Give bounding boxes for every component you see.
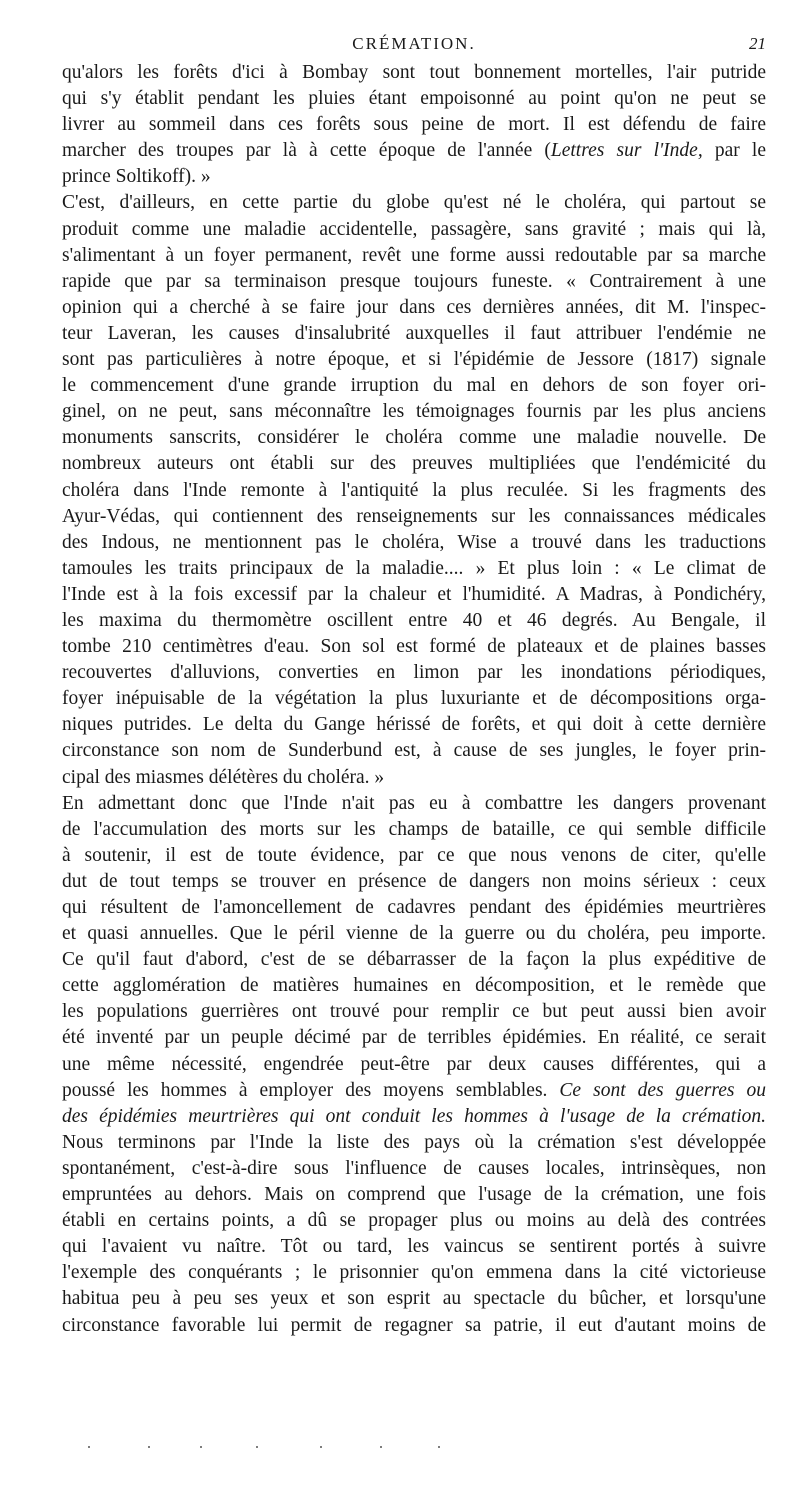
text-line: recouvertes d'alluvions, converties en limon par les inondations périodiques, — [62, 662, 766, 684]
emphasis-line: des épidémies meurtrières qui ont conduit les hommes à l'usage de la crémation. — [62, 1105, 766, 1127]
text-line: été inventé par un peuple décimé par de terribles épidémies. En réalité, ce serait — [62, 1027, 766, 1049]
text-line: dut de tout temps se trouver en présence de dangers non moins sérieux : ceux — [62, 870, 766, 892]
body-text — [62, 60, 766, 1339]
text-fragment: marcher des troupes par là à cette époque de l'année ( — [62, 140, 551, 162]
text-line: s'alimentant à un foyer permanent, revêt une forme aussi redoutable par sa marche — [62, 244, 766, 266]
speck — [320, 1446, 322, 1448]
scan-specks — [88, 1446, 448, 1452]
text-line: qui l'avaient vu naître. Tôt ou tard, les vaincus se sentirent portés à suivre — [62, 1236, 766, 1258]
text-line: Ayur-Védas, qui contiennent des renseignements sur les connaissances médicales — [62, 505, 766, 527]
text-line: nombreux auteurs ont établi sur des preuves multipliées que l'endémicité du — [62, 453, 766, 475]
speck — [148, 1446, 150, 1448]
text-line: circonstance son nom de Sunderbund est, à cause de ses jungles, le foyer prin- — [62, 740, 766, 762]
text-line: spontanément, c'est-à-dire sous l'influence de causes locales, intrinsèques, non — [62, 1157, 766, 1179]
speck — [200, 1446, 202, 1448]
text-line: empruntées au dehors. Mais on comprend que l'usage de la crémation, une fois — [62, 1184, 766, 1206]
text-line: produit comme une maladie accidentelle, passagère, sans gravité ; mais qui là, — [62, 218, 766, 240]
text-line: Ce qu'il faut d'abord, c'est de se débarrasser de la façon la plus expéditive de — [62, 949, 766, 971]
text-line: opinion qui a cherché à se faire jour dans ces dernières années, dit M. l'inspec- — [62, 296, 766, 318]
paragraph-start: C'est, d'ailleurs, en cette partie du globe qu'est né le choléra, qui partout se — [62, 192, 766, 214]
emphasis-text: Ce sont des guerres ou — [559, 1079, 766, 1101]
text-line-emphasis — [62, 1078, 766, 1104]
text-line: établi en certains points, a dû se propager plus ou moins au delà des contrées — [62, 1210, 766, 1232]
text-line: le commencement d'une grande irruption du mal en dehors de son foyer ori- — [62, 375, 766, 397]
text-line: tamoules les traits principaux de la maladie.... » Et plus loin : « Le climat de — [62, 557, 766, 579]
text-line: prince Soltikoff). » — [62, 166, 211, 188]
text-line: circonstance favorable lui permit de regagner sa patrie, il eut d'autant moins de — [62, 1314, 766, 1336]
speck — [88, 1446, 90, 1448]
text-line: monuments sanscrits, considérer le choléra comme une maladie nouvelle. De — [62, 427, 766, 449]
text-line: de l'accumulation des morts sur les champs de bataille, ce qui semble difficile — [62, 818, 766, 840]
text-line: cipal des miasmes délétères du choléra. » — [62, 766, 385, 788]
text-fragment: poussé les hommes à employer des moyens semblables. — [62, 1079, 560, 1101]
text-line: ginel, on ne peut, sans méconnaître les témoignages fournis par les plus anciens — [62, 401, 766, 423]
page-number: 21 — [749, 34, 766, 53]
text-line: rapide que par sa terminaison presque toujours funeste. « Contrairement à une — [62, 270, 766, 292]
text-line: des Indous, ne mentionnent pas le choléra, Wise a trouvé dans les traductions — [62, 531, 766, 553]
paragraph-start: Nous terminons par l'Inde la liste des pays où la crémation s'est développée — [62, 1131, 766, 1153]
citation-title: Lettres sur l'Inde, — [550, 140, 703, 162]
text-fragment: par le — [702, 140, 766, 162]
text-line: cette agglomération de matières humaines en décomposition, et le remède que — [62, 975, 766, 997]
text-line: qui s'y établit pendant les pluies étant empoisonné au point qu'on ne peut se — [62, 88, 766, 110]
text-line: qui résultent de l'amoncellement de cadavres pendant des épidémies meurtrières — [62, 897, 766, 918]
text-line: choléra dans l'Inde remonte à l'antiquité la plus reculée. Si les fragments des — [62, 479, 766, 501]
text-line: les maxima du thermomètre oscillent entre 40 et 46 degrés. Au Bengale, il — [62, 609, 766, 631]
speck — [256, 1446, 258, 1448]
speck — [438, 1446, 440, 1448]
speck — [380, 1446, 382, 1448]
text-line-citation — [62, 138, 766, 164]
text-line: sont pas particulières à notre époque, et si l'épidémie de Jessore (1817) signale — [62, 349, 766, 371]
text-line: les populations guerrières ont trouvé pour remplir ce but peut aussi bien avoir — [62, 1001, 766, 1023]
text-line: tombe 210 centimètres d'eau. Son sol est formé de plateaux et de plaines basses — [62, 636, 766, 658]
page-header — [62, 30, 766, 58]
text-line: et quasi annuelles. Que le péril vienne de la guerre ou du choléra, peu importe. — [62, 923, 766, 945]
text-line: l'Inde est à la fois excessif par la chaleur et l'humidité. A Madras, à Pondichéry, — [62, 583, 766, 605]
text-line: foyer inépuisable de la végétation la plus luxuriante et de décompositions orga- — [62, 688, 766, 710]
text-line: qu'alors les forêts d'ici à Bombay sont tout bonnement mortelles, l'air putride — [62, 62, 766, 83]
paragraph-start: En admettant donc que l'Inde n'ait pas eu à combattre les dangers provenant — [62, 792, 766, 814]
text-line: l'exemple des conquérants ; le prisonnier qu'on emmena dans la cité victorieuse — [62, 1262, 766, 1284]
text-line: niques putrides. Le delta du Gange hérissé de forêts, et qui doit à cette dernière — [62, 714, 766, 736]
running-title: CRÉMATION. — [352, 34, 476, 53]
text-line: à soutenir, il est de toute évidence, par ce que nous venons de citer, qu'elle — [62, 844, 766, 866]
text-line: livrer au sommeil dans ces forêts sous peine de mort. Il est défendu de faire — [62, 114, 766, 136]
text-line: habitua peu à peu ses yeux et son esprit au spectacle du bûcher, et lorsqu'une — [62, 1288, 766, 1310]
text-line: une même nécessité, engendrée peut-être par deux causes différentes, qui a — [62, 1053, 766, 1075]
text-line: teur Laveran, les causes d'insalubrité auxquelles il faut attribuer l'endémie ne — [62, 322, 766, 344]
